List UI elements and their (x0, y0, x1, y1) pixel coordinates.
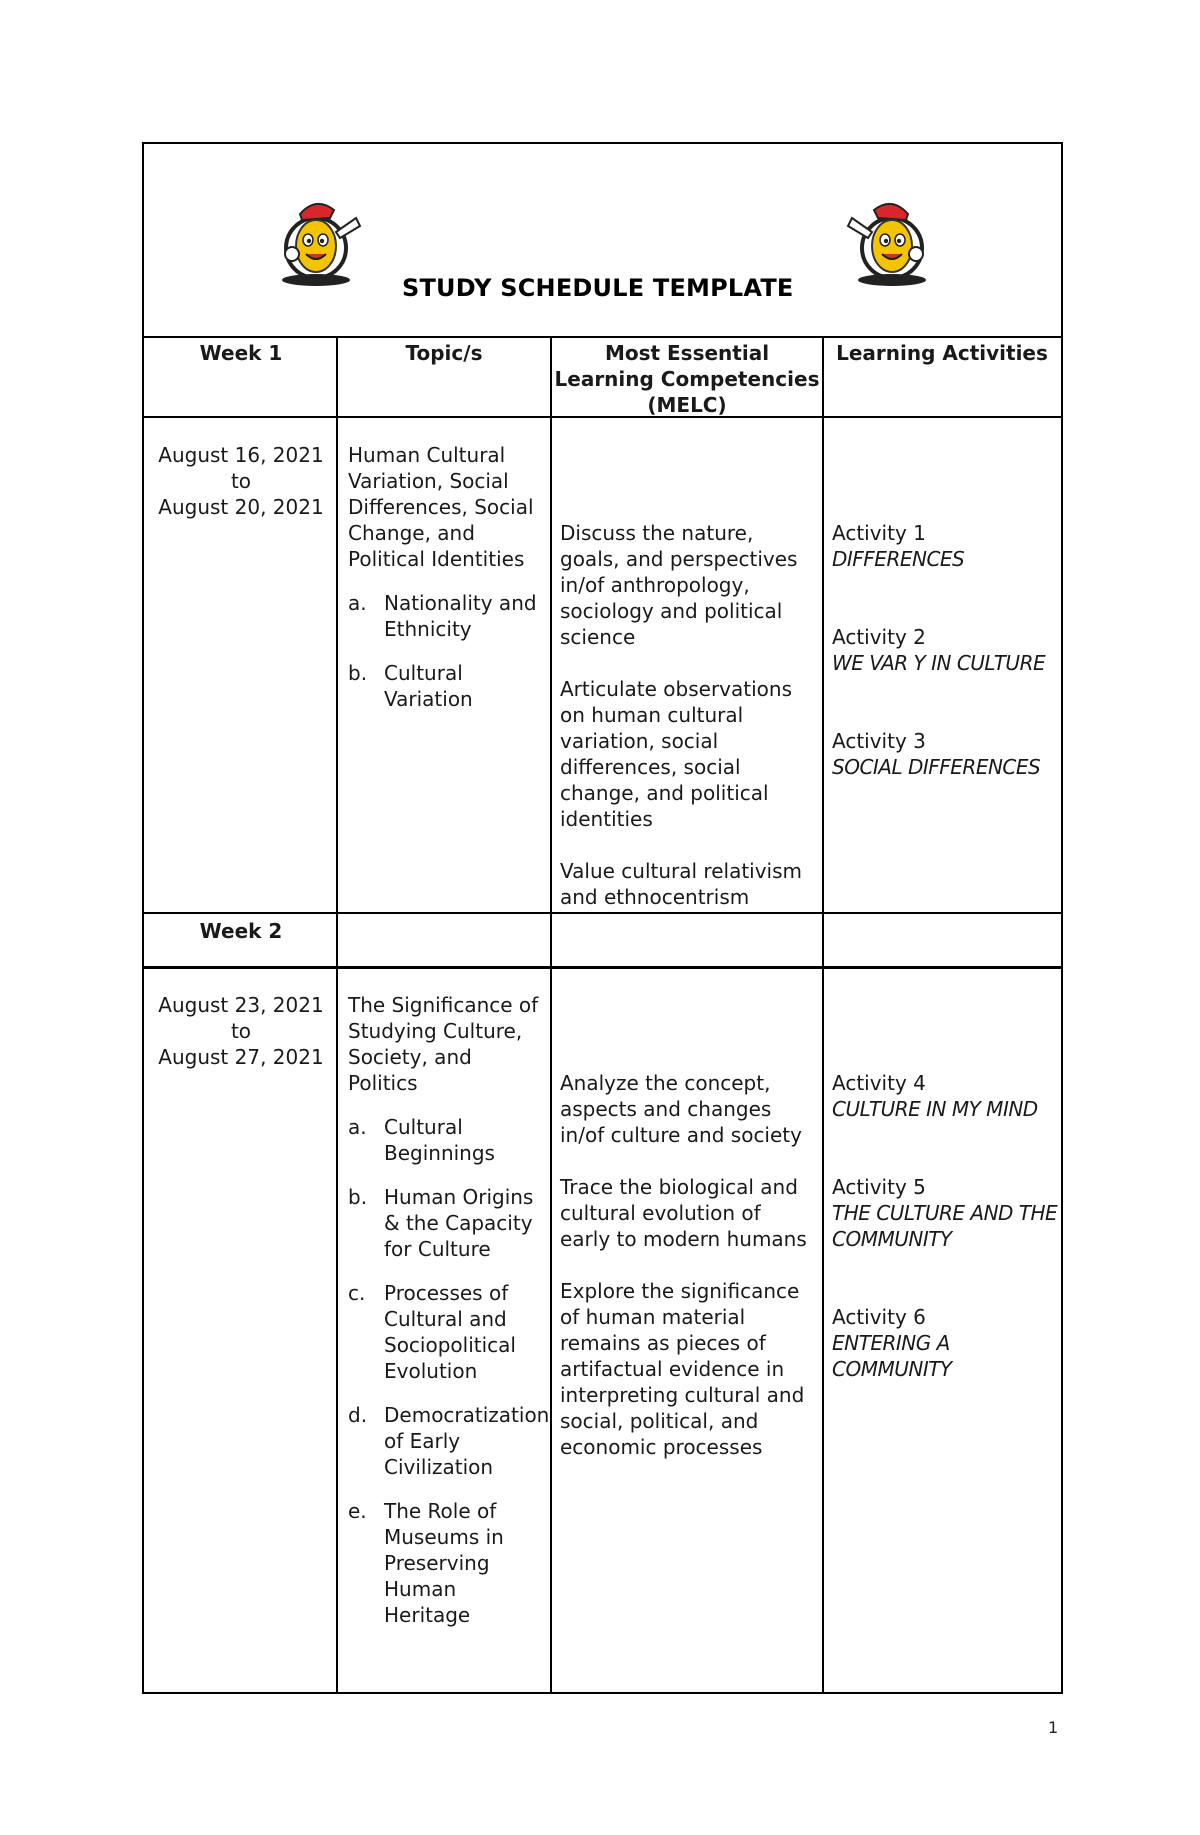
week2-topic-intro: The Significance of Studying Culture, Society, and Politics (348, 993, 539, 1095)
activity-item: Activity 3 SOCIAL DIFFERENCES (832, 729, 1041, 779)
list-item: d. Democratization of Early Civilization (348, 1403, 550, 1479)
row-divider (144, 912, 1061, 914)
week2-dates (148, 992, 334, 1070)
week2-topic (348, 992, 550, 1628)
melc-item: Explore the significance of human material remains as pieces of artifactual evidence in interpreting cultural and social, political, and economic processes (560, 1279, 805, 1459)
week2-melc (560, 1070, 816, 1460)
header-activities: Learning Activities (836, 341, 1048, 365)
week2-date-from: August 23, 2021 (158, 993, 324, 1017)
study-schedule-table (142, 142, 1063, 1694)
column-divider (822, 336, 824, 1692)
list-item: b. Cultural Variation (348, 661, 473, 711)
activity-item: Activity 5 THE CULTURE AND THE COMMUNITY (832, 1175, 1058, 1251)
list-item: b. Human Origins & the Capacity for Culture (348, 1185, 534, 1261)
column-divider (550, 336, 552, 1692)
week2-activities (832, 1070, 1060, 1382)
page-number: 1 (1048, 1718, 1059, 1737)
activity-item: Activity 2 WE VAR Y IN CULTURE (832, 625, 1046, 675)
pencil-mascot-icon (834, 192, 934, 292)
header-melc: Most Essential Learning Competencies (MELC) (554, 341, 820, 417)
week2-label: Week 2 (199, 919, 283, 943)
melc-item: Articulate observations on human cultural variation, social differences, social change, and political identities (560, 677, 792, 831)
row-divider (144, 336, 1061, 338)
week1-subtopic-list (348, 590, 544, 712)
week1-date-to: August 20, 2021 (158, 495, 324, 519)
row-divider (144, 966, 1061, 969)
list-item: c. Processes of Cultural and Sociopolitical Evolution (348, 1281, 516, 1383)
list-item: e. The Role of Museums in Preserving Human Heritage (348, 1499, 504, 1627)
week1-date-from: August 16, 2021 (158, 443, 324, 467)
week1-dates (148, 442, 334, 520)
melc-item: Discuss the nature, goals, and perspectives in/of anthropology, sociology and political science (560, 521, 798, 649)
list-item: a. Cultural Beginnings (348, 1115, 495, 1165)
header-topic: Topic/s (405, 341, 483, 365)
melc-item: Analyze the concept, aspects and changes in/of culture and society (560, 1071, 802, 1147)
week1-activities (832, 520, 1060, 780)
page-title: STUDY SCHEDULE TEMPLATE (402, 274, 794, 302)
melc-item: Value cultural relativism and ethnocentrism (560, 859, 803, 909)
week1-date-to-word: to (230, 469, 252, 493)
header-week: Week 1 (199, 341, 283, 365)
column-divider (336, 336, 338, 1692)
week2-date-to: August 27, 2021 (158, 1045, 324, 1069)
week2-date-to-word: to (230, 1019, 252, 1043)
week1-topic-intro: Human Cultural Variation, Social Differences, Social Change, and Political Identities (348, 443, 534, 571)
melc-item: Trace the biological and cultural evolution of early to modern humans (560, 1175, 807, 1251)
list-item: a. Nationality and Ethnicity (348, 591, 537, 641)
activity-item: Activity 4 CULTURE IN MY MIND (832, 1071, 1038, 1121)
activity-item: Activity 1 DIFFERENCES (832, 521, 965, 571)
week1-topic (348, 442, 544, 712)
week1-melc (560, 520, 816, 910)
activity-item: Activity 6 ENTERING A COMMUNITY (832, 1305, 952, 1381)
pencil-mascot-icon (274, 192, 374, 292)
week2-subtopic-list (348, 1114, 550, 1628)
